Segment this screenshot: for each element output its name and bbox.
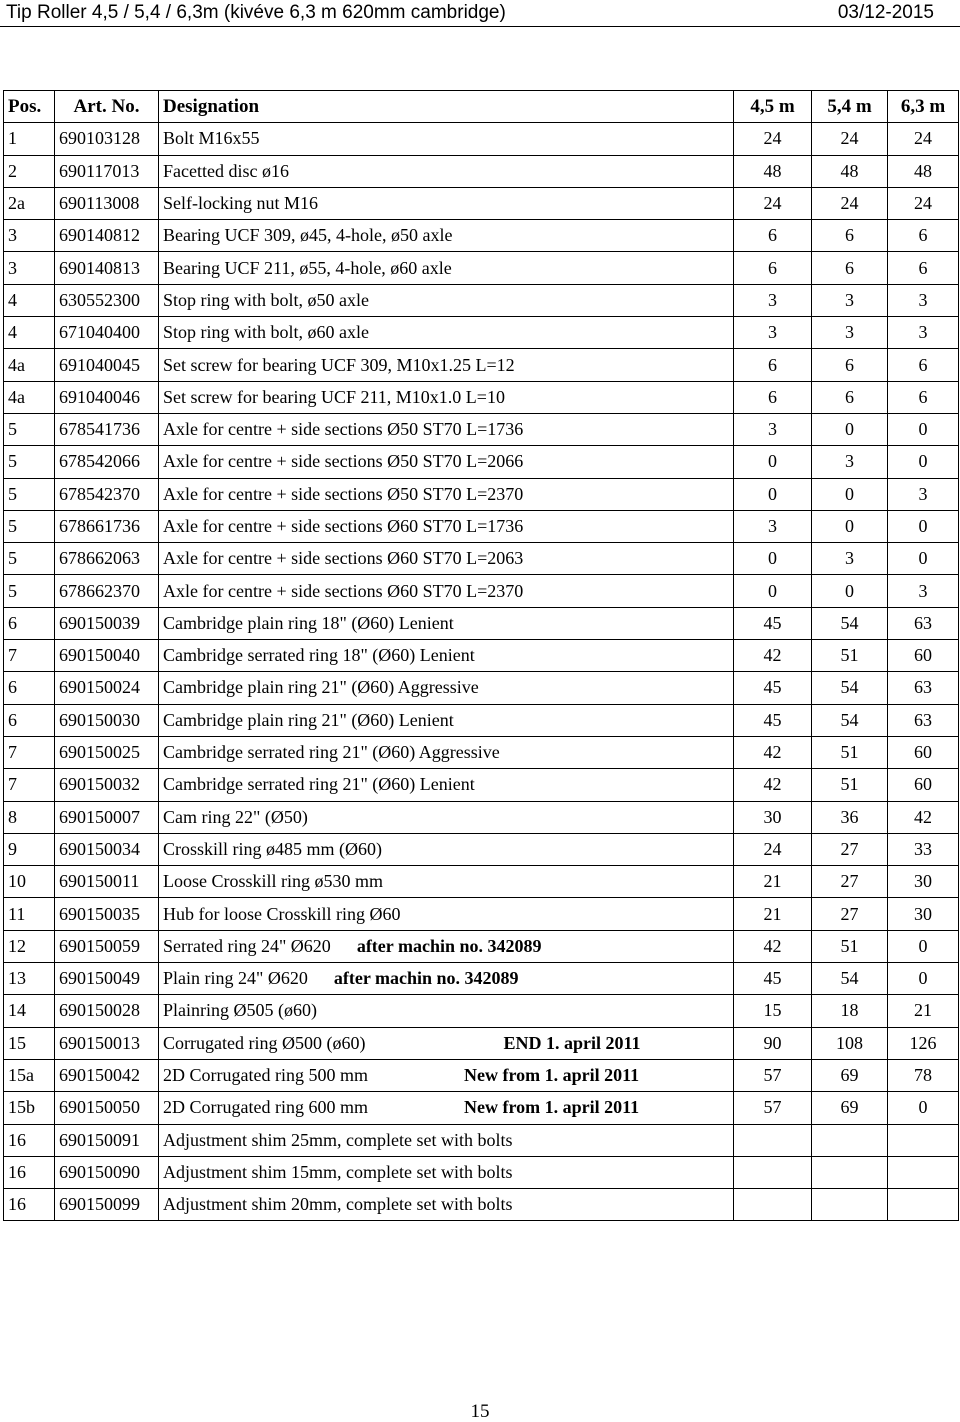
cell-pos: 14 [4,995,55,1027]
cell-art-no: 678541736 [55,413,159,445]
table-row [4,1059,959,1091]
cell-pos: 6 [4,672,55,704]
cell-qty-6-3m: 30 [888,898,959,930]
cell-pos: 4a [4,381,55,413]
cell-qty-6-3m [888,1189,959,1221]
cell-pos: 16 [4,1124,55,1156]
cell-qty-5-4m: 51 [812,769,888,801]
cell-art-no: 671040400 [55,317,159,349]
designation-text: Serrated ring 24" Ø620 [163,935,331,956]
cell-qty-6-3m: 24 [888,187,959,219]
cell-qty-5-4m: 6 [812,220,888,252]
designation-text: Loose Crosskill ring ø530 mm [163,871,383,892]
cell-art-no: 678661736 [55,510,159,542]
cell-art-no: 690150091 [55,1124,159,1156]
column-header-designation: Designation [159,91,734,123]
cell-qty-4-5m: 57 [734,1059,812,1091]
designation-text: Cam ring 22" (Ø50) [163,806,308,827]
cell-qty-5-4m: 27 [812,866,888,898]
cell-qty-4-5m: 15 [734,995,812,1027]
column-header-art-no: Art. No. [55,91,159,123]
cell-pos: 5 [4,575,55,607]
cell-qty-5-4m: 54 [812,607,888,639]
designation-text: Stop ring with bolt, ø50 axle [163,289,369,310]
cell-art-no: 678662370 [55,575,159,607]
table-row [4,413,959,445]
designation-text: Bearing UCF 309, ø45, 4-hole, ø50 axle [163,225,453,246]
cell-art-no: 691040046 [55,381,159,413]
designation-text: Facetted disc ø16 [163,160,289,181]
cell-pos: 16 [4,1156,55,1188]
cell-qty-4-5m: 24 [734,833,812,865]
cell-qty-4-5m: 42 [734,640,812,672]
cell-art-no: 690140813 [55,252,159,284]
table-row [4,317,959,349]
cell-pos: 13 [4,963,55,995]
table-row [4,736,959,768]
cell-qty-6-3m: 60 [888,736,959,768]
cell-qty-4-5m [734,1124,812,1156]
designation-text: Plainring Ø505 (ø60) [163,1000,317,1021]
designation-text: Set screw for bearing UCF 309, M10x1.25 L=12 [163,354,515,375]
cell-qty-4-5m: 45 [734,607,812,639]
cell-qty-4-5m: 0 [734,478,812,510]
cell-qty-5-4m: 51 [812,736,888,768]
cell-qty-6-3m: 21 [888,995,959,1027]
cell-qty-5-4m: 108 [812,1027,888,1059]
designation-note: New from 1. april 2011 [463,1097,640,1118]
table-row [4,543,959,575]
cell-pos: 3 [4,252,55,284]
designation-text: Bearing UCF 211, ø55, 4-hole, ø60 axle [163,257,452,278]
table-row [4,252,959,284]
cell-designation [159,866,734,898]
cell-qty-6-3m: 3 [888,575,959,607]
cell-qty-4-5m: 3 [734,510,812,542]
cell-art-no: 691040045 [55,349,159,381]
parts-table [3,90,959,1221]
cell-pos: 5 [4,543,55,575]
table-row [4,672,959,704]
cell-qty-6-3m: 33 [888,833,959,865]
parts-table-body [4,123,959,1221]
cell-qty-5-4m: 24 [812,123,888,155]
cell-pos: 15b [4,1092,55,1124]
cell-pos: 5 [4,446,55,478]
designation-text: Cambridge serrated ring 21" (Ø60) Lenient [163,774,475,795]
cell-qty-4-5m: 6 [734,381,812,413]
cell-pos: 4a [4,349,55,381]
cell-pos: 6 [4,607,55,639]
table-row [4,898,959,930]
cell-qty-5-4m: 0 [812,510,888,542]
cell-qty-5-4m: 48 [812,155,888,187]
designation-text: 2D Corrugated ring 600 mm [163,1097,368,1118]
cell-qty-4-5m: 42 [734,930,812,962]
column-header-5-4m: 5,4 m [812,91,888,123]
cell-qty-6-3m: 3 [888,284,959,316]
column-header-6-3m: 6,3 m [888,91,959,123]
cell-qty-4-5m: 24 [734,187,812,219]
cell-qty-5-4m: 0 [812,413,888,445]
cell-art-no: 690150034 [55,833,159,865]
cell-art-no: 630552300 [55,284,159,316]
cell-qty-4-5m: 3 [734,317,812,349]
table-row [4,930,959,962]
cell-designation [159,349,734,381]
cell-art-no: 690150011 [55,866,159,898]
cell-designation [159,446,734,478]
cell-art-no: 690150025 [55,736,159,768]
cell-qty-6-3m: 0 [888,930,959,962]
cell-art-no: 690150030 [55,704,159,736]
table-row [4,220,959,252]
cell-art-no: 690150099 [55,1189,159,1221]
cell-qty-6-3m: 60 [888,769,959,801]
designation-text: 2D Corrugated ring 500 mm [163,1065,368,1086]
table-row [4,1027,959,1059]
cell-art-no: 678662063 [55,543,159,575]
cell-pos: 16 [4,1189,55,1221]
cell-qty-4-5m: 45 [734,963,812,995]
cell-designation [159,284,734,316]
cell-qty-5-4m: 54 [812,704,888,736]
designation-text: Cambridge plain ring 18" (Ø60) Lenient [163,612,454,633]
cell-qty-6-3m [888,1124,959,1156]
cell-art-no: 690150032 [55,769,159,801]
cell-qty-4-5m: 30 [734,801,812,833]
cell-qty-6-3m: 0 [888,413,959,445]
table-row [4,1189,959,1221]
cell-qty-4-5m: 42 [734,736,812,768]
cell-pos: 5 [4,478,55,510]
table-row [4,1092,959,1124]
cell-designation [159,833,734,865]
cell-art-no: 690150013 [55,1027,159,1059]
table-row [4,704,959,736]
table-row [4,866,959,898]
cell-designation [159,543,734,575]
cell-qty-6-3m: 6 [888,252,959,284]
designation-text: Axle for centre + side sections Ø60 ST70 L=1736 [163,516,524,536]
cell-art-no: 690150042 [55,1059,159,1091]
designation-text: Self-locking nut M16 [163,193,318,214]
cell-designation [159,413,734,445]
cell-qty-4-5m [734,1156,812,1188]
table-row [4,995,959,1027]
table-row [4,349,959,381]
cell-art-no: 690150028 [55,995,159,1027]
cell-designation [159,155,734,187]
cell-qty-4-5m: 57 [734,1092,812,1124]
table-row [4,963,959,995]
cell-designation [159,381,734,413]
cell-designation [159,317,734,349]
designation-text: Stop ring with bolt, ø60 axle [163,322,369,343]
cell-qty-5-4m: 3 [812,284,888,316]
cell-qty-6-3m: 6 [888,381,959,413]
table-row [4,155,959,187]
cell-qty-5-4m: 0 [812,575,888,607]
cell-art-no: 690150040 [55,640,159,672]
cell-designation [159,769,734,801]
cell-qty-5-4m: 27 [812,898,888,930]
cell-designation [159,575,734,607]
table-row [4,381,959,413]
cell-art-no: 678542066 [55,446,159,478]
table-row [4,769,959,801]
cell-designation [159,801,734,833]
cell-qty-6-3m: 30 [888,866,959,898]
designation-text: Adjustment shim 20mm, complete set with bolts [163,1194,513,1215]
cell-qty-4-5m: 90 [734,1027,812,1059]
cell-qty-6-3m: 3 [888,317,959,349]
cell-qty-4-5m: 0 [734,575,812,607]
cell-pos: 5 [4,413,55,445]
cell-qty-6-3m [888,1156,959,1188]
cell-pos: 4 [4,317,55,349]
cell-qty-6-3m: 63 [888,704,959,736]
cell-qty-5-4m: 0 [812,478,888,510]
designation-note: after machin no. 342089 [356,935,542,956]
cell-art-no: 690140812 [55,220,159,252]
column-header-4-5m: 4,5 m [734,91,812,123]
cell-designation [159,898,734,930]
cell-designation [159,640,734,672]
table-row [4,1156,959,1188]
cell-qty-4-5m: 48 [734,155,812,187]
cell-pos: 1 [4,123,55,155]
designation-text: Cambridge plain ring 21" (Ø60) Lenient [163,709,454,730]
cell-qty-6-3m: 0 [888,510,959,542]
header-divider [0,26,960,27]
cell-qty-5-4m: 6 [812,349,888,381]
cell-qty-5-4m: 18 [812,995,888,1027]
cell-qty-4-5m: 6 [734,349,812,381]
cell-art-no: 690117013 [55,155,159,187]
cell-qty-6-3m: 0 [888,1092,959,1124]
cell-pos: 15 [4,1027,55,1059]
designation-text: Axle for centre + side sections Ø60 ST70 L=2370 [163,580,524,601]
cell-qty-6-3m: 0 [888,543,959,575]
cell-qty-6-3m: 126 [888,1027,959,1059]
cell-art-no: 690150039 [55,607,159,639]
cell-pos: 4 [4,284,55,316]
cell-qty-6-3m: 24 [888,123,959,155]
cell-pos: 9 [4,833,55,865]
cell-qty-5-4m: 3 [812,446,888,478]
page-number: 15 [470,1401,490,1422]
cell-qty-4-5m: 24 [734,123,812,155]
cell-qty-4-5m: 6 [734,220,812,252]
cell-qty-6-3m: 63 [888,672,959,704]
column-header-pos: Pos. [4,91,55,123]
cell-art-no: 690150049 [55,963,159,995]
designation-text: Crosskill ring ø485 mm (Ø60) [163,838,382,859]
cell-qty-5-4m: 6 [812,252,888,284]
table-row [4,833,959,865]
table-row [4,446,959,478]
cell-qty-6-3m: 42 [888,801,959,833]
cell-designation [159,1027,734,1059]
cell-qty-6-3m: 60 [888,640,959,672]
cell-designation [159,930,734,962]
cell-designation [159,123,734,155]
cell-designation [159,187,734,219]
cell-qty-4-5m: 0 [734,446,812,478]
designation-text: Adjustment shim 15mm, complete set with bolts [163,1161,513,1182]
cell-designation [159,736,734,768]
table-row [4,478,959,510]
cell-designation [159,1059,734,1091]
cell-qty-5-4m [812,1124,888,1156]
table-header-row [4,91,959,123]
designation-note: New from 1. april 2011 [463,1065,640,1086]
table-row [4,510,959,542]
cell-qty-5-4m [812,1189,888,1221]
cell-designation [159,252,734,284]
cell-qty-5-4m: 51 [812,930,888,962]
cell-designation [159,607,734,639]
designation-text: Axle for centre + side sections Ø60 ST70 L=2063 [163,548,524,569]
designation-text: Cambridge serrated ring 18" (Ø60) Lenient [163,645,475,666]
designation-text: Bolt M16x55 [163,128,260,149]
table-row [4,801,959,833]
cell-qty-4-5m: 6 [734,252,812,284]
cell-pos: 7 [4,769,55,801]
designation-text: Cambridge serrated ring 21" (Ø60) Aggressive [163,742,500,763]
cell-qty-5-4m: 69 [812,1092,888,1124]
cell-pos: 12 [4,930,55,962]
cell-pos: 15a [4,1059,55,1091]
cell-qty-4-5m: 0 [734,543,812,575]
document-date: 03/12-2015 [837,2,934,23]
cell-qty-5-4m: 54 [812,963,888,995]
cell-qty-6-3m: 0 [888,446,959,478]
cell-qty-6-3m: 0 [888,963,959,995]
cell-designation [159,1156,734,1188]
cell-art-no: 678542370 [55,478,159,510]
cell-qty-5-4m: 51 [812,640,888,672]
cell-designation [159,704,734,736]
table-row [4,123,959,155]
cell-designation [159,510,734,542]
cell-pos: 6 [4,704,55,736]
cell-qty-4-5m: 21 [734,866,812,898]
cell-qty-5-4m [812,1156,888,1188]
cell-qty-5-4m: 27 [812,833,888,865]
designation-text: Adjustment shim 25mm, complete set with bolts [163,1129,513,1150]
cell-designation [159,1189,734,1221]
designation-text: Corrugated ring Ø500 (ø60) [163,1032,366,1053]
table-row [4,1124,959,1156]
table-row [4,284,959,316]
cell-art-no: 690150059 [55,930,159,962]
cell-pos: 3 [4,220,55,252]
cell-pos: 8 [4,801,55,833]
designation-text: Cambridge plain ring 21" (Ø60) Aggressive [163,677,479,698]
cell-pos: 11 [4,898,55,930]
cell-designation [159,963,734,995]
cell-pos: 5 [4,510,55,542]
cell-qty-4-5m: 42 [734,769,812,801]
designation-note: END 1. april 2011 [503,1032,641,1053]
page-header [0,0,960,26]
cell-qty-5-4m: 69 [812,1059,888,1091]
cell-qty-6-3m: 6 [888,220,959,252]
cell-qty-6-3m: 6 [888,349,959,381]
cell-designation [159,1092,734,1124]
cell-qty-4-5m [734,1189,812,1221]
cell-designation [159,220,734,252]
cell-art-no: 690150024 [55,672,159,704]
cell-art-no: 690150007 [55,801,159,833]
cell-qty-4-5m: 3 [734,284,812,316]
designation-text: Set screw for bearing UCF 211, M10x1.0 L=10 [163,386,505,407]
cell-pos: 7 [4,736,55,768]
document-title: Tip Roller 4,5 / 5,4 / 6,3m (kivéve 6,3 m 620mm cambridge) [6,2,506,23]
cell-designation [159,478,734,510]
cell-qty-5-4m: 54 [812,672,888,704]
cell-qty-6-3m: 78 [888,1059,959,1091]
cell-pos: 2a [4,187,55,219]
table-row [4,575,959,607]
cell-art-no: 690150035 [55,898,159,930]
designation-text: Axle for centre + side sections Ø50 ST70 L=1736 [163,419,524,440]
cell-qty-4-5m: 45 [734,704,812,736]
cell-qty-5-4m: 36 [812,801,888,833]
designation-text: Plain ring 24" Ø620 [163,968,308,989]
cell-qty-4-5m: 45 [734,672,812,704]
cell-qty-5-4m: 24 [812,187,888,219]
table-row [4,187,959,219]
cell-qty-6-3m: 3 [888,478,959,510]
cell-qty-5-4m: 3 [812,543,888,575]
cell-art-no: 690103128 [55,123,159,155]
designation-text: Hub for loose Crosskill ring Ø60 [163,903,401,924]
designation-note: after machin no. 342089 [333,968,519,989]
cell-pos: 7 [4,640,55,672]
cell-qty-6-3m: 48 [888,155,959,187]
cell-qty-5-4m: 3 [812,317,888,349]
cell-designation [159,1124,734,1156]
cell-qty-6-3m: 63 [888,607,959,639]
cell-designation [159,672,734,704]
cell-designation [159,995,734,1027]
cell-pos: 10 [4,866,55,898]
table-row [4,640,959,672]
cell-art-no: 690150050 [55,1092,159,1124]
table-row [4,607,959,639]
designation-text: Axle for centre + side sections Ø50 ST70 L=2066 [163,451,524,472]
cell-pos: 2 [4,155,55,187]
designation-text: Axle for centre + side sections Ø50 ST70 L=2370 [163,483,524,504]
cell-qty-4-5m: 3 [734,413,812,445]
cell-art-no: 690150090 [55,1156,159,1188]
cell-qty-5-4m: 6 [812,381,888,413]
cell-art-no: 690113008 [55,187,159,219]
cell-qty-4-5m: 21 [734,898,812,930]
